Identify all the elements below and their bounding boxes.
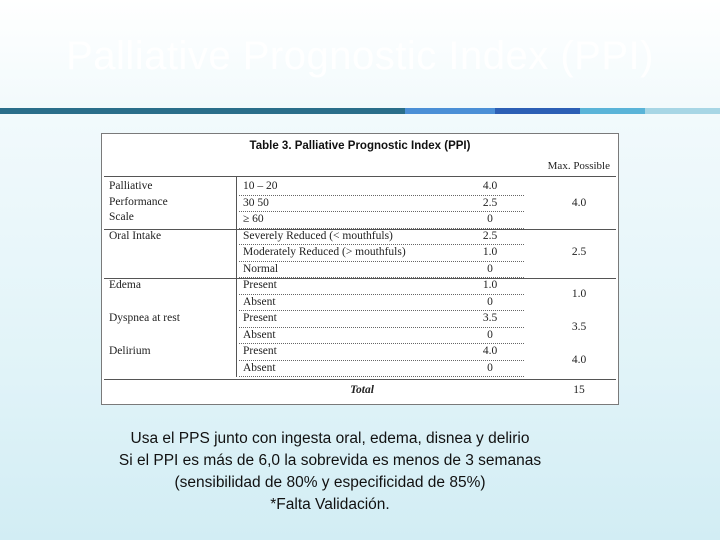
total-rule [104, 379, 616, 380]
score-cell: 0 [487, 328, 493, 341]
criterion-cell: Normal [243, 262, 279, 275]
max-possible-header: Max. Possible [547, 160, 610, 172]
row-dotted-rule [239, 195, 524, 196]
accent-bar-segment [645, 108, 720, 114]
criterion-cell: Moderately Reduced (> mouthfuls) [243, 246, 406, 258]
column-rule [236, 176, 237, 377]
row-dotted-rule [239, 310, 524, 311]
criterion-cell: Absent [243, 295, 276, 308]
criterion-cell: Absent [243, 328, 276, 341]
category-label: Scale [109, 211, 134, 223]
caption-line-3: (sensibilidad de 80% y especificidad de 85%) [174, 474, 486, 491]
score-cell: 4.0 [482, 180, 498, 192]
max-possible-cell: 4.0 [571, 353, 587, 366]
criterion-cell: Absent [243, 361, 276, 374]
row-dotted-rule [239, 211, 524, 212]
row-dotted-rule [239, 376, 524, 377]
criterion-cell: Present [243, 279, 277, 291]
criterion-cell: Severely Reduced (< mouthfuls) [243, 229, 393, 242]
category-label: Performance [109, 195, 168, 208]
score-cell: 4.0 [482, 345, 498, 357]
criterion-cell: Present [243, 312, 277, 324]
criterion-cell: ≥ 60 [243, 213, 264, 225]
row-dotted-rule [239, 343, 524, 344]
score-cell: 0 [487, 262, 493, 275]
caption-line-1: Usa el PPS junto con ingesta oral, edema, disnea y delirio [130, 430, 530, 447]
category-label: Dyspnea at rest [109, 312, 180, 324]
row-dotted-rule [239, 244, 524, 245]
max-possible-cell: 2.5 [571, 246, 587, 259]
score-cell: 2.5 [482, 196, 498, 209]
max-possible-cell: 4.0 [571, 196, 587, 209]
ppi-table-image [101, 133, 619, 405]
accent-bar-segment [495, 108, 580, 114]
caption-line-2: Si el PPI es más de 6,0 la sobrevida es menos de 3 semanas [118, 452, 542, 469]
criterion-cell: Present [243, 345, 277, 357]
score-cell: 1.0 [482, 279, 498, 291]
max-possible-cell: 1.0 [571, 287, 587, 300]
row-dotted-rule [239, 261, 524, 262]
title-accent-bar [0, 108, 720, 114]
criterion-cell: 30 50 [243, 196, 269, 209]
accent-bar-segment [580, 108, 645, 114]
score-cell: 1.0 [482, 246, 498, 258]
table-header-rule [104, 176, 616, 177]
row-dotted-rule [239, 360, 524, 361]
score-cell: 0 [487, 361, 493, 374]
score-cell: 0 [487, 213, 493, 225]
total-label: Total [350, 384, 374, 396]
accent-bar-segment [0, 108, 405, 114]
category-label: Palliative [109, 180, 153, 192]
slide-title: Palliative Prognostic Index (PPI) [66, 34, 654, 78]
category-label: Delirium [109, 345, 151, 357]
row-dotted-rule [239, 294, 524, 295]
row-dotted-rule [239, 327, 524, 328]
caption-line-4: *Falta Validación. [270, 496, 390, 513]
accent-bar-segment [405, 108, 495, 114]
score-cell: 3.5 [482, 312, 498, 324]
category-label: Oral Intake [109, 229, 162, 242]
group-rule [104, 278, 616, 279]
max-possible-cell: 3.5 [571, 320, 587, 333]
category-label: Edema [109, 279, 141, 291]
criterion-cell: 10 – 20 [243, 180, 278, 192]
table-caption: Table 3. Palliative Prognostic Index (PPI) [249, 140, 471, 152]
score-cell: 0 [487, 295, 493, 308]
score-cell: 2.5 [482, 229, 498, 242]
total-value: 15 [573, 384, 585, 396]
